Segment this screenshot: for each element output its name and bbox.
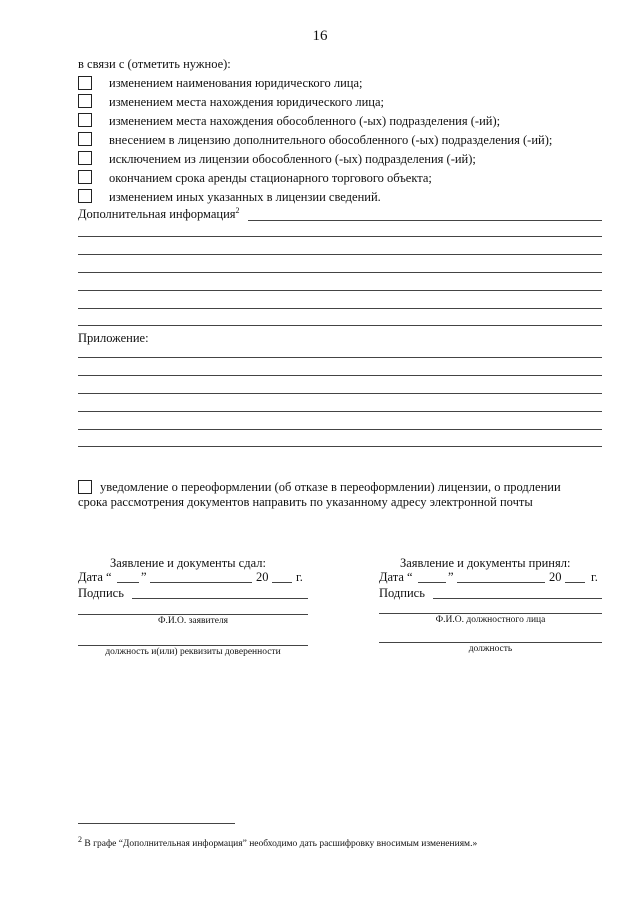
submitted-date-prefix: Дата “ — [78, 570, 112, 584]
received-heading: Заявление и документы принял: — [400, 556, 571, 570]
received-signature-field[interactable] — [433, 598, 602, 599]
additional-info-line[interactable] — [78, 254, 602, 255]
checkbox-email-notification[interactable] — [78, 480, 92, 494]
received-year-suffix: г. — [591, 570, 598, 584]
option-label: изменением места нахождения обособленного (-ых) подразделения (-ий); — [109, 114, 501, 128]
submitted-day-field[interactable] — [117, 582, 139, 583]
additional-info-line[interactable] — [78, 325, 602, 326]
option-label: изменением наименования юридического лица; — [109, 76, 363, 90]
received-position-field[interactable] — [379, 642, 602, 643]
attachment-line[interactable] — [78, 393, 602, 394]
checkbox-remove-branch[interactable] — [78, 151, 92, 165]
submitted-fio-caption: Ф.И.О. заявителя — [157, 616, 229, 626]
submitted-signature-label: Подпись — [78, 586, 124, 600]
received-year-prefix: 20 — [549, 570, 562, 584]
checkbox-branch-address-change[interactable] — [78, 113, 92, 127]
submitted-position-field[interactable] — [78, 645, 308, 646]
checkbox-lease-end[interactable] — [78, 170, 92, 184]
additional-info-line[interactable] — [78, 236, 602, 237]
additional-info-line[interactable] — [78, 308, 602, 309]
intro-text: в связи с (отметить нужное): — [78, 57, 231, 71]
submitted-year-field[interactable] — [272, 582, 292, 583]
received-year-field[interactable] — [565, 582, 585, 583]
option-label: изменением иных указанных в лицензии сведений. — [109, 190, 381, 204]
submitted-month-field[interactable] — [150, 582, 252, 583]
submitted-date-quote: ” — [141, 570, 147, 584]
submitted-year-prefix: 20 — [256, 570, 269, 584]
page-number: 16 — [312, 28, 328, 44]
submitted-position-caption: должность и(или) реквизиты доверенности — [105, 647, 281, 657]
submitted-fio-field[interactable] — [78, 614, 308, 615]
attachment-line[interactable] — [78, 446, 602, 447]
received-month-field[interactable] — [457, 582, 545, 583]
received-fio-field[interactable] — [379, 613, 602, 614]
footnote-separator — [78, 823, 235, 824]
received-signature-label: Подпись — [379, 586, 425, 600]
notification-line-1: уведомление о переоформлении (об отказе в переоформлении) лицензии, о продлении — [100, 480, 561, 494]
additional-info-line[interactable] — [248, 220, 602, 221]
submitted-heading: Заявление и документы сдал: — [110, 556, 266, 570]
option-label: изменением места нахождения юридического лица; — [109, 95, 384, 109]
attachment-line[interactable] — [78, 357, 602, 358]
checkbox-name-change[interactable] — [78, 76, 92, 90]
received-day-field[interactable] — [418, 582, 446, 583]
received-date-prefix: Дата “ — [379, 570, 413, 584]
received-fio-caption: Ф.И.О. должностного лица — [435, 615, 546, 625]
additional-info-line[interactable] — [78, 272, 602, 273]
additional-info-line[interactable] — [78, 290, 602, 291]
submitted-year-suffix: г. — [296, 570, 303, 584]
notification-line-2: срока рассмотрения документов направить по указанному адресу электронной почты — [78, 495, 533, 509]
submitted-signature-field[interactable] — [132, 598, 308, 599]
checkbox-address-change[interactable] — [78, 94, 92, 108]
footnote: $^2$ В графе “Дополнительная информация” необходимо дать расшифровку вносимым изменениям.» — [78, 835, 478, 850]
additional-info-label: Дополнительная информация$^2$ — [78, 206, 240, 222]
option-label: внесением в лицензию дополнительного обособленного (-ых) подразделения (-ий); — [109, 133, 553, 147]
attachment-line[interactable] — [78, 429, 602, 430]
attachment-label: Приложение: — [78, 331, 149, 345]
option-label: окончанием срока аренды стационарного торгового объекта; — [109, 171, 432, 185]
received-position-caption: должность — [468, 644, 513, 654]
attachment-line[interactable] — [78, 375, 602, 376]
attachment-line[interactable] — [78, 411, 602, 412]
checkbox-add-branch[interactable] — [78, 132, 92, 146]
received-date-quote: ” — [448, 570, 454, 584]
checkbox-other-info[interactable] — [78, 189, 92, 203]
option-label: исключением из лицензии обособленного (-ых) подразделения (-ий); — [109, 152, 476, 166]
